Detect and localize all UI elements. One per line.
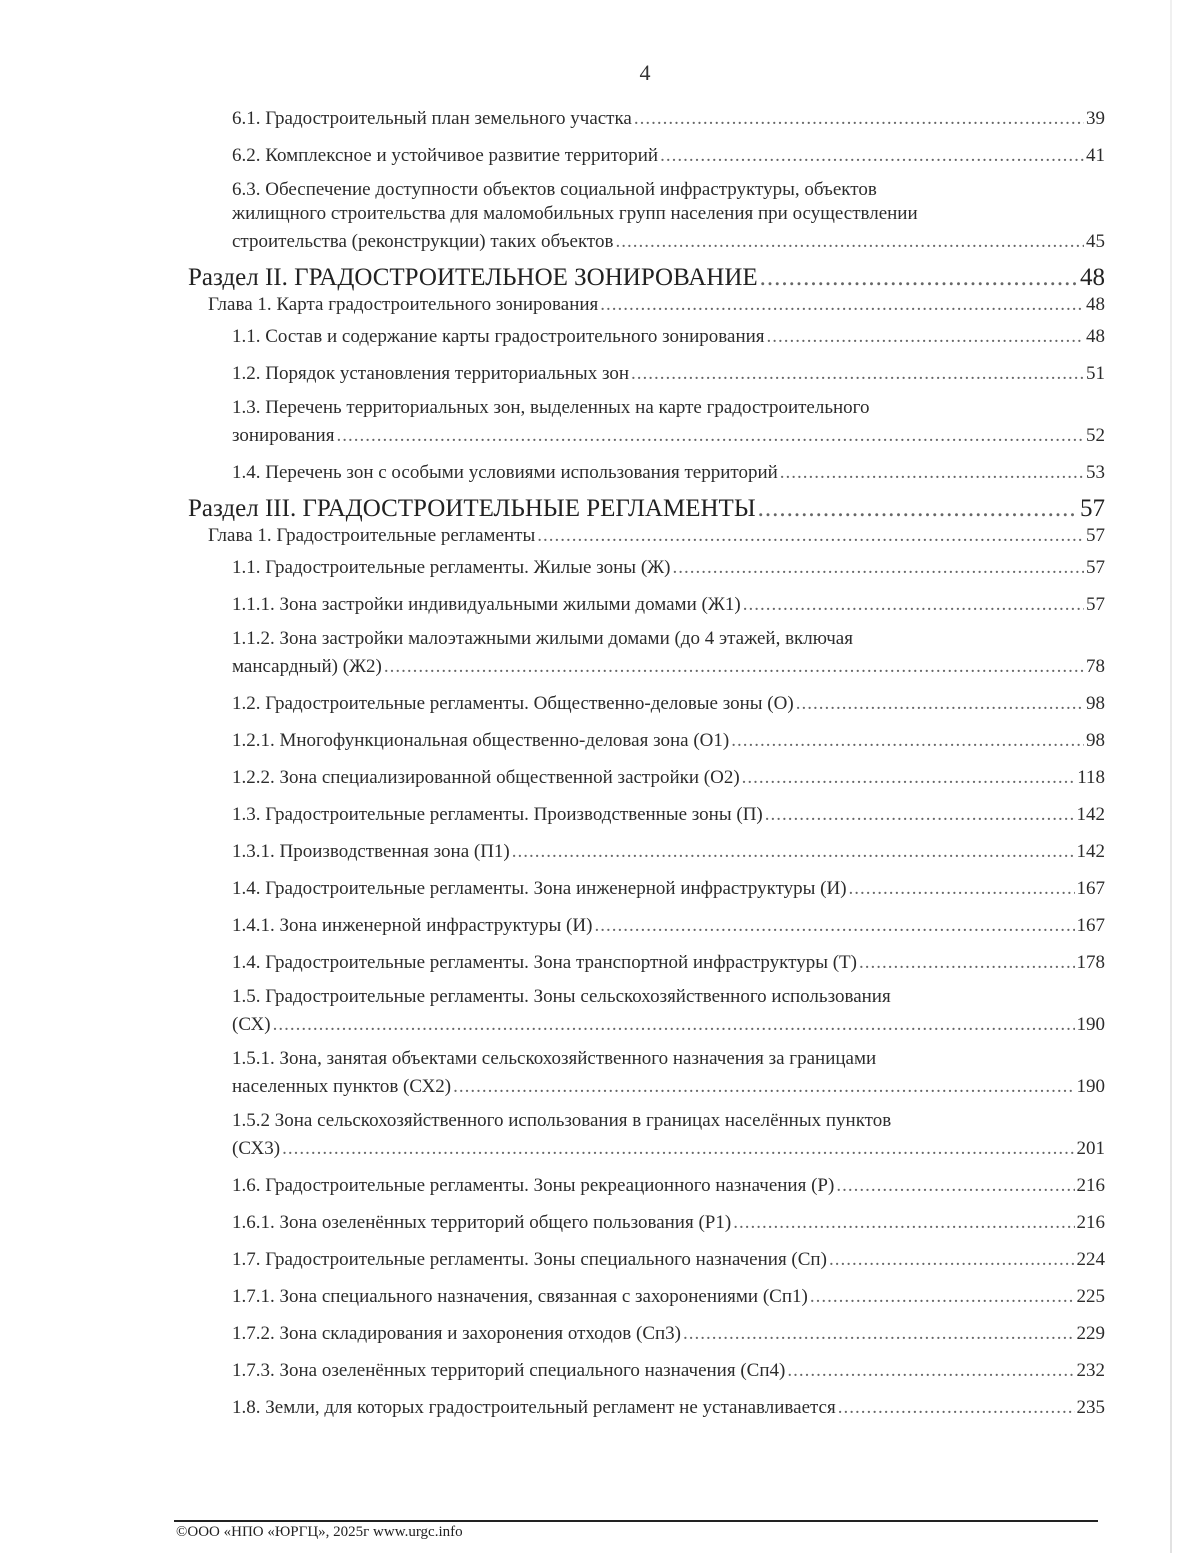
dot-leader [787, 1359, 1074, 1383]
toc-item [180, 316, 1105, 353]
scan-edge [1170, 0, 1172, 1553]
toc-item [180, 1202, 1105, 1239]
dot-leader [615, 230, 1084, 254]
dot-leader [849, 877, 1075, 901]
toc-page-number: 98 [1086, 730, 1105, 751]
toc-item [180, 794, 1105, 831]
toc-item [180, 584, 1105, 621]
dot-leader [600, 294, 1084, 316]
toc-entry-text: 1.4. Градостроительные регламенты. Зона инженерной инфраструктуры (И) [232, 878, 847, 899]
toc-item [180, 452, 1105, 489]
toc-page-number: 57 [1080, 495, 1105, 522]
dot-leader [683, 1322, 1075, 1346]
toc-item [180, 353, 1105, 390]
toc-page-number: 57 [1086, 525, 1105, 546]
toc-page-number: 39 [1086, 108, 1105, 129]
toc-entry-text: 1.1.1. Зона застройки индивидуальными жилыми домами (Ж1) [232, 594, 741, 615]
toc-page-number: 225 [1076, 1286, 1105, 1307]
toc-page-number: 57 [1086, 557, 1105, 578]
dot-leader [780, 461, 1084, 485]
toc-item [180, 720, 1105, 757]
toc-entry-row [232, 803, 1105, 827]
toc-page-number: 52 [1086, 425, 1105, 446]
toc-entry-row [232, 1322, 1105, 1346]
toc-entry-text: 1.6. Градостроительные регламенты. Зоны рекреационного назначения (Р) [232, 1175, 835, 1196]
toc-page-number: 224 [1076, 1249, 1105, 1270]
dot-leader [631, 362, 1084, 386]
toc-page-number: 216 [1076, 1212, 1105, 1233]
toc-entry-text: 1.2.2. Зона специализированной общественной застройки (О2) [232, 767, 740, 788]
toc-entry-row [232, 1174, 1105, 1198]
toc-entry-text: Глава 1. Карта градостроительного зонирования [208, 294, 599, 315]
toc-entry-text: (СХ) [232, 1014, 271, 1035]
toc-entry-row [232, 144, 1105, 168]
toc-item [180, 1387, 1105, 1424]
toc-page-number: 167 [1076, 915, 1105, 936]
toc-entry-row [232, 362, 1105, 386]
dot-leader [634, 107, 1084, 131]
toc-entry-text: Раздел III. ГРАДОСТРОИТЕЛЬНЫЕ РЕГЛАМЕНТЫ [188, 495, 756, 522]
toc-item [180, 1276, 1105, 1313]
toc-entry-row [232, 877, 1105, 901]
toc-entry-row [232, 230, 1105, 254]
dot-leader [859, 951, 1075, 975]
toc-entry-text: 1.2. Градостроительные регламенты. Общественно-деловые зоны (О) [232, 693, 794, 714]
toc-entry-text: 1.1.2. Зона застройки малоэтажными жилыми домами (до 4 этажей, включая [232, 628, 853, 649]
toc-page-number: 41 [1086, 145, 1105, 166]
toc-item [180, 390, 1105, 452]
toc-item [180, 1165, 1105, 1202]
toc-item [180, 868, 1105, 905]
dot-leader [512, 840, 1075, 864]
dot-leader [810, 1285, 1075, 1309]
dot-leader [758, 496, 1078, 522]
dot-leader [673, 556, 1085, 580]
toc-item [180, 831, 1105, 868]
dot-leader [836, 1174, 1074, 1198]
toc-item [180, 98, 1105, 135]
dot-leader [282, 1137, 1074, 1161]
toc-entry-text: 1.7.3. Зона озеленённых территорий специального назначения (Сп4) [232, 1360, 786, 1381]
toc-item [180, 1350, 1105, 1387]
toc-entry-text: 1.5.2 Зона сельскохозяйственного использования в границах населённых пунктов [232, 1110, 892, 1131]
toc-entry-row [232, 593, 1105, 617]
toc-entry-row [188, 265, 1105, 291]
toc-page-number: 235 [1076, 1397, 1105, 1418]
toc-page-number: 167 [1076, 878, 1105, 899]
toc-page-number: 98 [1086, 693, 1105, 714]
toc-item [180, 135, 1105, 172]
toc-entry-row [232, 1211, 1105, 1235]
toc-entry-text: Глава 1. Градостроительные регламенты [208, 525, 536, 546]
toc-item [180, 979, 1105, 1041]
dot-leader [594, 914, 1074, 938]
toc-item [180, 1313, 1105, 1350]
toc-item [180, 172, 1105, 258]
toc-entry-text: зонирования [232, 425, 335, 446]
toc-entry-row [232, 729, 1105, 753]
toc-page-number: 216 [1076, 1175, 1105, 1196]
dot-leader [796, 692, 1084, 716]
toc-page-number: 57 [1086, 594, 1105, 615]
dot-leader [742, 766, 1076, 790]
toc-entry-text: жилищного строительства для маломобильных групп населения при осуществлении [232, 203, 918, 224]
toc-entry-row [208, 294, 1105, 316]
page-number: 4 [639, 60, 651, 85]
toc-item [180, 1239, 1105, 1276]
toc-page-number: 118 [1077, 767, 1105, 788]
toc-page-number: 51 [1086, 363, 1105, 384]
footer-copyright: ©ООО «НПО «ЮРГЦ», 2025г www.urgc.info [176, 1524, 463, 1540]
dot-leader [743, 593, 1084, 617]
toc-page-number: 229 [1076, 1323, 1105, 1344]
dot-leader [273, 1013, 1075, 1037]
toc-item [180, 1041, 1105, 1103]
toc-entry-row [232, 325, 1105, 349]
toc-item [180, 683, 1105, 720]
toc-page-number: 48 [1086, 326, 1105, 347]
toc-entry-text: 1.5.1. Зона, занятая объектами сельскохозяйственного назначения за границами [232, 1048, 877, 1069]
dot-leader [537, 525, 1084, 547]
toc-entry-text: 1.5. Градостроительные регламенты. Зоны сельскохозяйственного использования [232, 986, 891, 1007]
toc-entry-row [232, 766, 1105, 790]
dot-leader [453, 1075, 1074, 1099]
toc-entry-row [208, 525, 1105, 547]
toc-entry-text: 1.6.1. Зона озеленённых территорий общего пользования (Р1) [232, 1212, 732, 1233]
dot-leader [765, 803, 1075, 827]
toc-entry-text: 6.1. Градостроительный план земельного участка [232, 108, 632, 129]
toc-entry-row [232, 1359, 1105, 1383]
toc-entry-row [232, 556, 1105, 580]
toc-entry-row [232, 1137, 1105, 1161]
toc-entry-text: строительства (реконструкции) таких объектов [232, 231, 614, 252]
toc-entry-row [232, 692, 1105, 716]
toc-entry-row [232, 1075, 1105, 1099]
toc-item [180, 1103, 1105, 1165]
dot-leader [660, 144, 1084, 168]
toc-page-number: 48 [1080, 264, 1105, 291]
dot-leader [767, 325, 1084, 349]
toc-entry-text: 1.4. Перечень зон с особыми условиями использования территорий [232, 462, 778, 483]
toc-page-number: 232 [1076, 1360, 1105, 1381]
toc-item [180, 547, 1105, 584]
toc-entry-text: Раздел II. ГРАДОСТРОИТЕЛЬНОЕ ЗОНИРОВАНИЕ [188, 264, 758, 291]
dot-leader [733, 1211, 1074, 1235]
toc-entry-row [232, 1396, 1105, 1420]
toc-entry-text: 1.3. Градостроительные регламенты. Производственные зоны (П) [232, 804, 763, 825]
toc-entry-row [232, 840, 1105, 864]
toc-entry-row [232, 461, 1105, 485]
toc-chapter [180, 522, 1105, 547]
toc-entry-text: 1.2. Порядок установления территориальных зон [232, 363, 630, 384]
toc-page-number: 142 [1076, 804, 1105, 825]
dot-leader [731, 729, 1084, 753]
toc-entry-row [232, 951, 1105, 975]
toc-section [180, 489, 1105, 522]
toc-page-number: 48 [1086, 294, 1105, 315]
toc-entry-text: 1.7. Градостроительные регламенты. Зоны специального назначения (Сп) [232, 1249, 827, 1270]
toc-chapter [180, 291, 1105, 316]
toc-page-number: 178 [1076, 952, 1105, 973]
toc-entry-row [188, 496, 1105, 522]
toc-entry-text: 1.3. Перечень территориальных зон, выделенных на карте градостроительного [232, 397, 870, 418]
toc-entry-row [232, 1248, 1105, 1272]
dot-leader [760, 265, 1078, 291]
dot-leader [336, 424, 1084, 448]
table-of-contents [180, 98, 1105, 1424]
toc-page-number: 190 [1076, 1076, 1105, 1097]
toc-item [180, 621, 1105, 683]
toc-entry-text: 1.3.1. Производственная зона (П1) [232, 841, 510, 862]
toc-section [180, 258, 1105, 291]
toc-page-number: 53 [1086, 462, 1105, 483]
toc-page-number: 78 [1086, 656, 1105, 677]
toc-entry-text: 1.1. Градостроительные регламенты. Жилые зоны (Ж) [232, 557, 671, 578]
toc-page-number: 190 [1076, 1014, 1105, 1035]
toc-entry-row [232, 914, 1105, 938]
toc-item [180, 942, 1105, 979]
toc-entry-row [232, 1285, 1105, 1309]
footer-divider [174, 1520, 1098, 1522]
dot-leader [384, 655, 1084, 679]
dot-leader [838, 1396, 1075, 1420]
toc-entry-row [232, 107, 1105, 131]
toc-entry-text: 1.7.1. Зона специального назначения, связанная с захоронениями (Сп1) [232, 1286, 808, 1307]
toc-entry-text: 1.8. Земли, для которых градостроительный регламент не устанавливается [232, 1397, 836, 1418]
toc-entry-row [232, 1013, 1105, 1037]
toc-entry-text: 6.3. Обеспечение доступности объектов социальной инфраструктуры, объектов [232, 179, 877, 200]
toc-entry-row [232, 424, 1105, 448]
toc-page-number: 45 [1086, 231, 1105, 252]
toc-entry-text: 1.4. Градостроительные регламенты. Зона транспортной инфраструктуры (Т) [232, 952, 857, 973]
toc-page-number: 201 [1076, 1138, 1105, 1159]
toc-entry-text: населенных пунктов (СХ2) [232, 1076, 452, 1097]
toc-entry-text: мансардный) (Ж2) [232, 656, 382, 677]
toc-item [180, 905, 1105, 942]
toc-entry-text: 6.2. Комплексное и устойчивое развитие территорий [232, 145, 659, 166]
toc-entry-text: (СХ3) [232, 1138, 281, 1159]
toc-page-number: 142 [1076, 841, 1105, 862]
toc-entry-text: 1.1. Состав и содержание карты градостроительного зонирования [232, 326, 765, 347]
dot-leader [829, 1248, 1075, 1272]
toc-entry-text: 1.7.2. Зона складирования и захоронения отходов (Сп3) [232, 1323, 681, 1344]
toc-entry-text: 1.2.1. Многофункциональная общественно-деловая зона (О1) [232, 730, 730, 751]
toc-item [180, 757, 1105, 794]
toc-entry-text: 1.4.1. Зона инженерной инфраструктуры (И) [232, 915, 593, 936]
toc-entry-row [232, 655, 1105, 679]
